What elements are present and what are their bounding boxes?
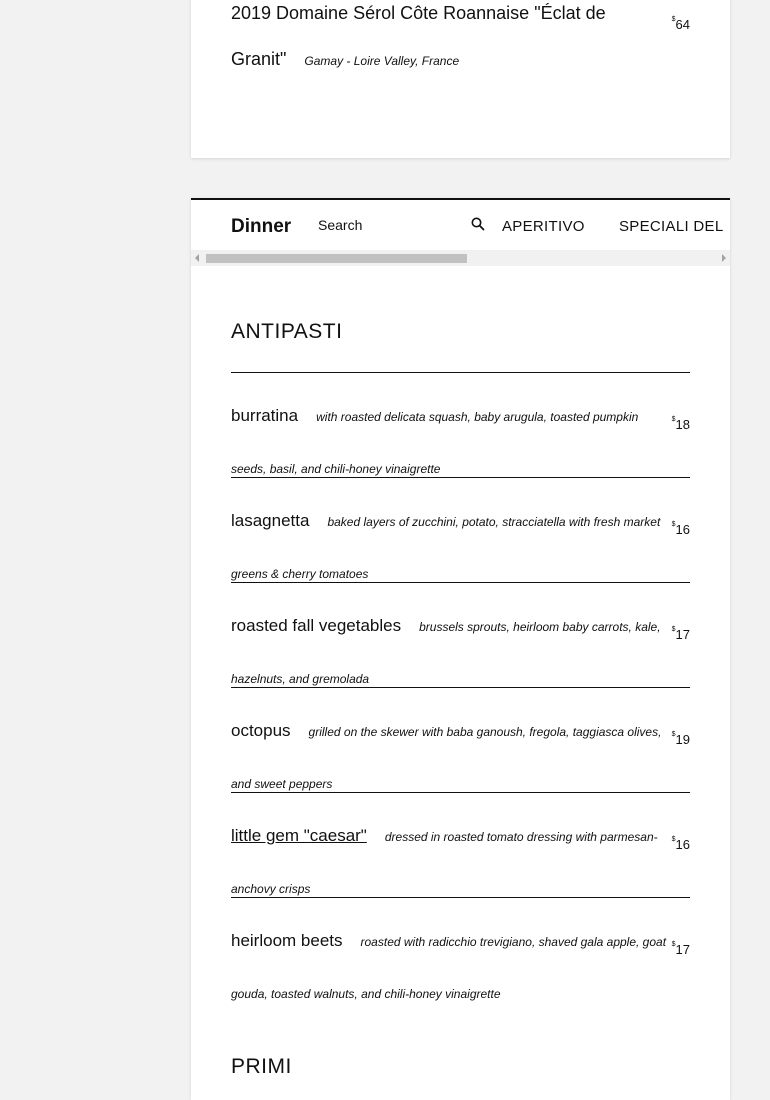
- price-value: 17: [675, 627, 690, 642]
- wine-detail: Gamay - Loire Valley, France: [304, 54, 460, 68]
- tab-aperitivo[interactable]: APERITIVO: [502, 218, 585, 235]
- search-input[interactable]: [318, 217, 458, 233]
- currency-symbol: $: [671, 731, 676, 738]
- item-name: lasagnetta: [231, 511, 310, 530]
- currency-symbol: $: [671, 626, 676, 633]
- scroll-left-icon[interactable]: [195, 254, 199, 262]
- menu-nav: [191, 200, 730, 246]
- price-value: 64: [675, 17, 690, 32]
- item-price: [672, 417, 690, 432]
- item-desc-text: dressed in roasted tomato dressing with parmesan-anchovy crisps: [231, 830, 658, 896]
- currency-symbol: $: [671, 416, 676, 423]
- section-title-primi: PRIMI: [231, 1055, 292, 1078]
- price-value: 16: [675, 837, 690, 852]
- item-description: [231, 915, 671, 1020]
- item-desc-text: baked layers of zucchini, potato, stracciatella with fresh market greens & cherry tomatoes: [231, 515, 661, 581]
- item-desc-text: with roasted delicata squash, baby arugula, toasted pumpkin seeds, basil, and chili-honey vinaigrette: [231, 410, 639, 476]
- antipasti-list: [231, 372, 690, 1002]
- item-price: [672, 837, 690, 852]
- item-name: heirloom beets: [231, 931, 343, 950]
- item-price: [672, 942, 690, 957]
- currency-symbol: $: [671, 16, 676, 23]
- menu-item: [231, 687, 690, 792]
- tab-speciali[interactable]: SPECIALI DEL: [619, 218, 724, 235]
- item-price: [672, 627, 690, 642]
- item-desc-text: brussels sprouts, heirloom baby carrots, kale, hazelnuts, and gremolada: [231, 620, 661, 686]
- item-name: octopus: [231, 721, 291, 740]
- menu-item: [231, 582, 690, 687]
- item-name-link[interactable]: little gem "caesar": [231, 826, 367, 845]
- menu-title: Dinner: [231, 216, 292, 237]
- currency-symbol: $: [671, 836, 676, 843]
- wine-card: [191, 0, 730, 158]
- item-name: burratina: [231, 406, 299, 425]
- item-desc-text: roasted with radicchio trevigiano, shaved gala apple, goat gouda, toasted walnuts, and chili-honey vinaigrette: [231, 935, 667, 1001]
- scroll-right-icon[interactable]: [722, 254, 726, 262]
- item-price: [672, 732, 690, 747]
- section-title-antipasti: ANTIPASTI: [231, 320, 343, 343]
- price-value: 17: [675, 942, 690, 957]
- price-value: 16: [675, 522, 690, 537]
- menu-item: [231, 477, 690, 582]
- wine-name: 2019 Domaine Sérol Côte Roannaise "Éclat de Granit": [231, 3, 606, 69]
- menu-item: [231, 792, 690, 897]
- item-name: roasted fall vegetables: [231, 616, 402, 635]
- price-value: 19: [675, 732, 690, 747]
- dinner-menu-card: [191, 198, 730, 1100]
- menu-item: [231, 897, 690, 1002]
- currency-symbol: $: [671, 941, 676, 948]
- search-box: [318, 217, 488, 237]
- item-price: [672, 522, 690, 537]
- currency-symbol: $: [671, 521, 676, 528]
- wine-item: [231, 0, 651, 84]
- price-value: 18: [675, 417, 690, 432]
- menu-item: [231, 372, 690, 477]
- scroll-thumb[interactable]: [206, 254, 467, 263]
- search-icon[interactable]: [470, 216, 486, 232]
- horizontal-scrollbar[interactable]: [191, 250, 730, 266]
- wine-price: [672, 17, 690, 32]
- item-desc-text: grilled on the skewer with baba ganoush, fregola, taggiasca olives, and sweet peppers: [231, 725, 662, 791]
